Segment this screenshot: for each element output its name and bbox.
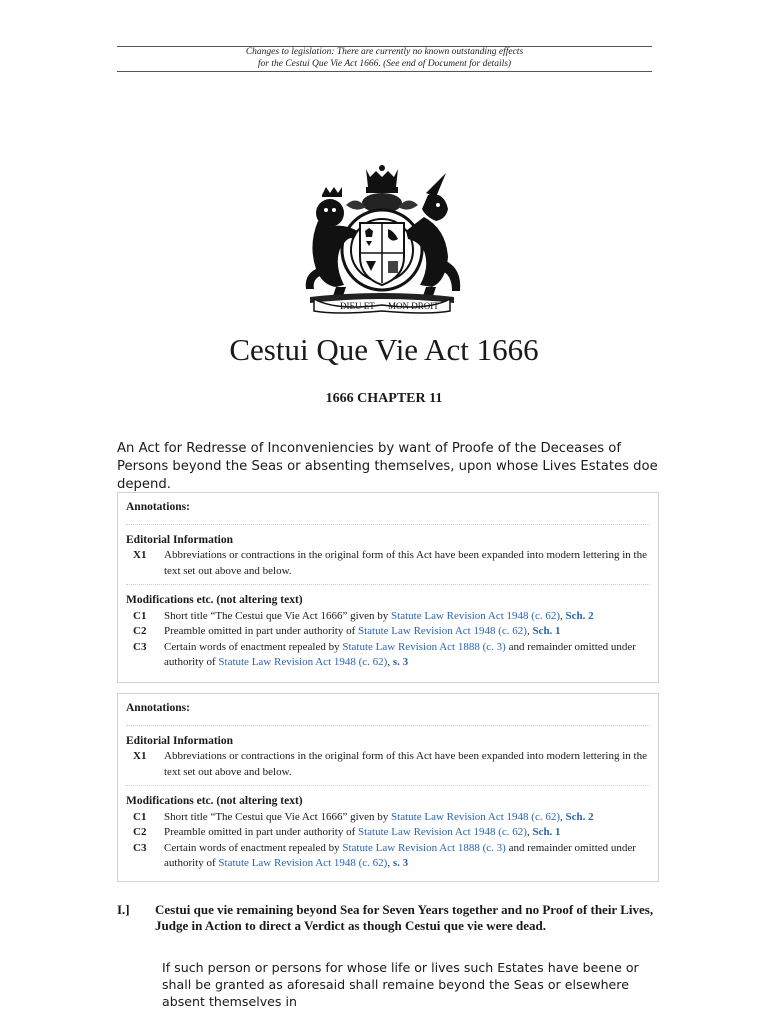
act-title: Cestui Que Vie Act 1666 bbox=[229, 332, 539, 367]
schedule-link[interactable]: Sch. 1 bbox=[532, 826, 561, 838]
annotation-x1 bbox=[126, 548, 650, 579]
annotation-code: C1 bbox=[133, 810, 147, 823]
annotation-text: Certain words of enactment repealed by bbox=[164, 640, 343, 653]
statute-link[interactable]: Statute Law Revision Act 1948 (c. 62) bbox=[218, 857, 388, 869]
editorial-info-heading: Editorial Information bbox=[126, 533, 234, 546]
annotation-text: Preamble omitted in part under authority of bbox=[164, 826, 358, 838]
annotation-c3: C3 Certain words of enactment repealed by Statute Law Revision Act 1888 (c. 3) and remainder omitted under authority of Statute Law Revision Act 1948 (c. 62), s. 3 bbox=[126, 841, 650, 872]
annotation-c2: C2 Preamble omitted in part under authority of Statute Law Revision Act 1948 (c. 62), Sch. 1 bbox=[126, 825, 650, 841]
changes-notice-line2: for the Cestui Que Vie Act 1666. (See end of Document for details) bbox=[257, 59, 512, 69]
annotation-code: C3 bbox=[133, 640, 147, 653]
section-heading: Cestui que vie remaining beyond Sea for Seven Years together and no Proof of their Lives, Judge in Action to direct a Verdict as though Cestui que vie were dead. bbox=[155, 902, 654, 933]
annotation-text: Certain words of enactment repealed by bbox=[164, 841, 343, 854]
annotation-text: and remainder omitted under authority of bbox=[164, 841, 636, 869]
modifications-heading: Modifications etc. (not altering text) bbox=[126, 594, 303, 606]
annotation-code: C3 bbox=[133, 841, 147, 854]
annotations-box bbox=[117, 492, 659, 683]
chapter-number: 1666 CHAPTER 11 bbox=[325, 391, 443, 406]
section-link[interactable]: s. 3 bbox=[392, 857, 409, 869]
schedule-link[interactable]: Sch. 2 bbox=[565, 810, 594, 823]
header-rule-bottom bbox=[117, 71, 652, 72]
annotation-text: Abbreviations or contractions in the original form of this Act have been expanded into modern lettering in the text set out above and below. bbox=[164, 750, 647, 778]
statute-link[interactable]: Statute Law Revision Act 1888 (c. 3) bbox=[342, 841, 506, 854]
changes-notice-line1: Changes to legislation: There are currently no known outstanding effects bbox=[245, 47, 524, 57]
annotations-box bbox=[117, 693, 659, 882]
motto-right: MON DROIT bbox=[388, 301, 439, 311]
statute-link[interactable]: Statute Law Revision Act 1948 (c. 62) bbox=[218, 656, 388, 668]
schedule-link[interactable]: Sch. 2 bbox=[565, 609, 594, 622]
annotation-code: C2 bbox=[133, 826, 147, 838]
annotation-x1 bbox=[126, 749, 650, 780]
motto-left: DIEU ET bbox=[340, 301, 375, 311]
annotation-c1: C1 Short title “The Cestui que Vie Act 1666” given by Statute Law Revision Act 1948 (c. 62), Sch. 2 bbox=[126, 609, 650, 625]
annotation-c3: C3 Certain words of enactment repealed by Statute Law Revision Act 1888 (c. 3) and remainder omitted under authority of Statute Law Revision Act 1948 (c. 62), s. 3 bbox=[126, 640, 650, 671]
section-link[interactable]: s. 3 bbox=[392, 656, 409, 668]
statute-link[interactable]: Statute Law Revision Act 1948 (c. 62) bbox=[357, 625, 527, 637]
statute-link[interactable]: Statute Law Revision Act 1888 (c. 3) bbox=[342, 640, 506, 653]
annotation-text: and remainder omitted under authority of bbox=[164, 640, 636, 668]
schedule-link[interactable]: Sch. 1 bbox=[532, 625, 561, 637]
annotation-code: X1 bbox=[133, 750, 147, 762]
annotation-c2: C2 Preamble omitted in part under authority of Statute Law Revision Act 1948 (c. 62), Sch. 1 bbox=[126, 624, 650, 640]
editorial-info-heading: Editorial Information bbox=[126, 734, 234, 747]
statute-link[interactable]: Statute Law Revision Act 1948 (c. 62) bbox=[357, 826, 527, 838]
annotation-code: X1 bbox=[133, 549, 147, 561]
modifications-heading: Modifications etc. (not altering text) bbox=[126, 795, 303, 807]
annotation-divider bbox=[126, 584, 650, 585]
annotation-text: Preamble omitted in part under authority of bbox=[164, 625, 358, 637]
royal-coat-of-arms-icon bbox=[296, 165, 468, 315]
statute-link[interactable]: Statute Law Revision Act 1948 (c. 62) bbox=[391, 609, 560, 622]
changes-notice bbox=[117, 46, 652, 70]
section-number: I.] bbox=[117, 902, 130, 917]
section-body: If such person or persons for whose life or lives such Estates have beene or shall be granted as aforesaid shall remaine beyond the Seas or elsewhere absent themselves in bbox=[162, 960, 639, 1009]
annotation-text: Abbreviations or contractions in the original form of this Act have been expanded into modern lettering in the text set out above and below. bbox=[164, 549, 647, 577]
annotation-divider bbox=[126, 785, 650, 786]
statute-link[interactable]: Statute Law Revision Act 1948 (c. 62) bbox=[391, 810, 560, 823]
annotation-text: Short title “The Cestui que Vie Act 1666” given by bbox=[164, 609, 392, 622]
annotation-code: C1 bbox=[133, 609, 147, 622]
annotation-text: Short title “The Cestui que Vie Act 1666” given by bbox=[164, 810, 392, 823]
annotation-code: C2 bbox=[133, 625, 147, 637]
long-title: An Act for Redresse of Inconveniencies by want of Proofe of the Deceases of Persons beyond the Seas or absenting themselves, upon whose Lives Estates doe depend. bbox=[117, 441, 658, 492]
annotations-heading: Annotations: bbox=[126, 500, 650, 525]
annotation-c1: C1 Short title “The Cestui que Vie Act 1666” given by Statute Law Revision Act 1948 (c. 62), Sch. 2 bbox=[126, 810, 650, 826]
annotations-heading: Annotations: bbox=[126, 701, 650, 726]
